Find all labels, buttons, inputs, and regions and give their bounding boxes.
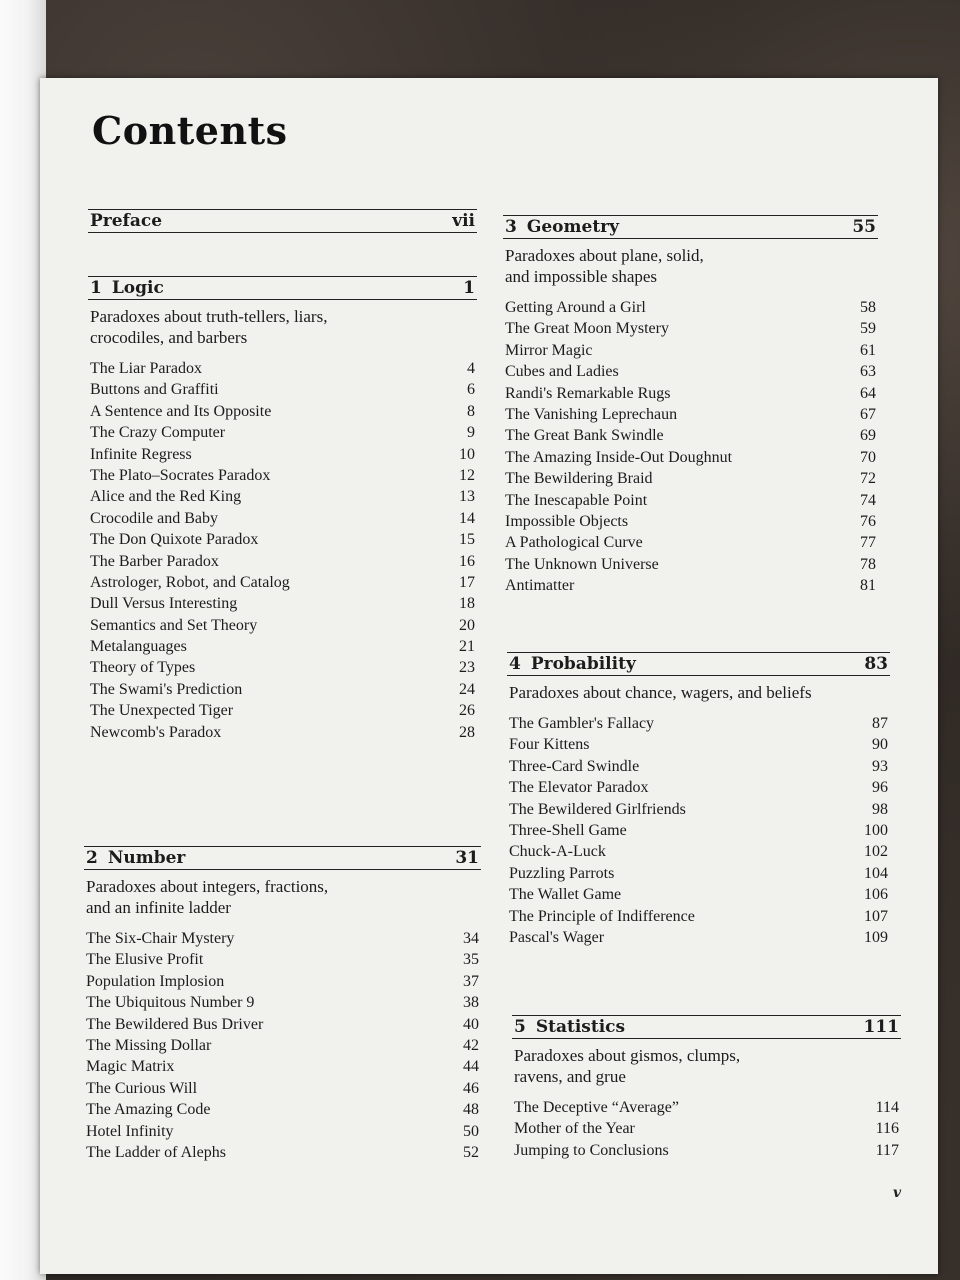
toc-entry[interactable] bbox=[88, 379, 477, 400]
entry-title: The Deceptive “Average” bbox=[514, 1099, 679, 1116]
description-line: Paradoxes about plane, solid, bbox=[505, 246, 704, 265]
toc-entry[interactable] bbox=[512, 1118, 901, 1139]
toc-entry[interactable] bbox=[88, 401, 477, 422]
entry-title: Puzzling Parrots bbox=[509, 864, 615, 882]
entry-title: The Ubiquitous Number 9 bbox=[86, 994, 255, 1012]
entry-page: 12 bbox=[459, 466, 475, 484]
toc-entry[interactable] bbox=[503, 361, 878, 382]
chapter-number: 3 bbox=[505, 217, 517, 237]
entry-title: Semantics and Set Theory bbox=[90, 616, 258, 634]
toc-entry[interactable] bbox=[88, 358, 477, 379]
entry-page: 38 bbox=[463, 994, 479, 1012]
toc-entry[interactable] bbox=[512, 1140, 901, 1161]
entry-title: The Unexpected Tiger bbox=[90, 702, 234, 720]
entry-title: The Great Moon Mystery bbox=[505, 320, 669, 338]
preface-page: vii bbox=[452, 211, 475, 231]
entry-title: Hotel Infinity bbox=[86, 1122, 174, 1140]
entry-page: 34 bbox=[463, 930, 479, 947]
chapter-logic bbox=[88, 276, 477, 743]
description-line: Paradoxes about gismos, clumps, bbox=[514, 1046, 741, 1065]
entry-page: 64 bbox=[860, 384, 876, 402]
entry-title: Dull Versus Interesting bbox=[90, 595, 238, 613]
toc-entry[interactable] bbox=[507, 756, 890, 777]
toc-entry[interactable] bbox=[507, 820, 890, 841]
entry-title: Four Kittens bbox=[509, 736, 590, 754]
toc-entry[interactable] bbox=[503, 340, 878, 361]
toc-entry[interactable] bbox=[88, 700, 477, 721]
entry-page: 63 bbox=[860, 363, 876, 381]
page-folio: v bbox=[893, 1185, 902, 1201]
entry-list bbox=[512, 1097, 901, 1161]
entry-list bbox=[88, 358, 477, 743]
entry-page: 20 bbox=[459, 616, 475, 634]
chapter-page: 31 bbox=[455, 848, 479, 868]
entry-page: 87 bbox=[872, 715, 888, 732]
entry-title: The Ladder of Alephs bbox=[86, 1143, 226, 1161]
toc-entry[interactable] bbox=[503, 511, 878, 532]
preface-label: Preface bbox=[90, 211, 163, 231]
entry-page: 76 bbox=[860, 512, 876, 530]
description-line: and an infinite ladder bbox=[86, 898, 231, 917]
entry-list bbox=[503, 297, 878, 596]
entry-title: Three-Card Swindle bbox=[509, 757, 640, 775]
entry-title: The Elusive Profit bbox=[86, 951, 204, 969]
chapter-name: Number bbox=[107, 848, 186, 868]
entry-title: Antimatter bbox=[505, 577, 575, 595]
entry-page: 114 bbox=[875, 1099, 899, 1116]
toc-entry[interactable] bbox=[503, 468, 878, 489]
entry-page: 90 bbox=[872, 736, 888, 754]
entry-title: The Bewildered Bus Driver bbox=[86, 1015, 264, 1033]
toc-entry[interactable] bbox=[84, 971, 481, 992]
entry-page: 16 bbox=[459, 552, 475, 570]
entry-page: 61 bbox=[860, 341, 876, 359]
toc-entry[interactable] bbox=[84, 928, 481, 949]
toc-entry[interactable] bbox=[503, 575, 878, 596]
toc-entry[interactable] bbox=[84, 1099, 481, 1120]
entry-title: The Six-Chair Mystery bbox=[86, 930, 235, 947]
entry-page: 117 bbox=[875, 1141, 899, 1159]
entry-title: Randi's Remarkable Rugs bbox=[505, 384, 671, 402]
entry-title: The Barber Paradox bbox=[90, 552, 219, 570]
chapter-header[interactable] bbox=[84, 846, 481, 870]
entry-title: The Wallet Game bbox=[509, 886, 622, 904]
entry-title: A Sentence and Its Opposite bbox=[90, 402, 272, 420]
toc-entry[interactable] bbox=[84, 1142, 481, 1163]
entry-title: The Principle of Indifference bbox=[509, 907, 695, 925]
entry-page: 109 bbox=[864, 928, 888, 946]
entry-page: 74 bbox=[860, 491, 876, 509]
chapter-statistics bbox=[512, 1015, 901, 1161]
entry-page: 48 bbox=[463, 1101, 479, 1119]
chapter-geometry bbox=[503, 215, 878, 596]
toc-entry[interactable] bbox=[507, 863, 890, 884]
entry-page: 21 bbox=[459, 638, 475, 656]
entry-page: 102 bbox=[864, 843, 888, 861]
entry-page: 81 bbox=[860, 577, 876, 595]
toc-entry[interactable] bbox=[503, 318, 878, 339]
entry-page: 116 bbox=[875, 1120, 899, 1138]
entry-page: 9 bbox=[467, 424, 475, 442]
entry-title: The Inescapable Point bbox=[505, 491, 648, 509]
chapter-description bbox=[88, 306, 477, 348]
description-line: Paradoxes about integers, fractions, bbox=[86, 877, 329, 896]
toc-entry[interactable] bbox=[503, 490, 878, 511]
entry-page: 100 bbox=[864, 821, 888, 839]
toc-entry[interactable] bbox=[88, 615, 477, 636]
toc-entry[interactable] bbox=[507, 841, 890, 862]
entry-page: 6 bbox=[467, 381, 475, 399]
description-line: crocodiles, and barbers bbox=[90, 328, 248, 347]
entry-page: 18 bbox=[459, 595, 475, 613]
toc-entry[interactable] bbox=[88, 636, 477, 657]
entry-title: The Bewildering Braid bbox=[505, 470, 653, 488]
chapter-number-section bbox=[84, 846, 481, 1163]
entry-title: Chuck-A-Luck bbox=[509, 843, 606, 861]
entry-page: 24 bbox=[459, 680, 475, 698]
toc-entry[interactable] bbox=[507, 777, 890, 798]
toc-entry[interactable] bbox=[88, 679, 477, 700]
toc-entry[interactable] bbox=[88, 529, 477, 550]
entry-page: 78 bbox=[860, 555, 876, 573]
entry-page: 10 bbox=[459, 445, 475, 463]
entry-page: 44 bbox=[463, 1058, 479, 1076]
chapter-number: 4 bbox=[509, 654, 521, 674]
entry-title: The Vanishing Leprechaun bbox=[505, 405, 678, 423]
toc-entry[interactable] bbox=[512, 1097, 901, 1118]
chapter-description bbox=[503, 245, 878, 287]
entry-page: 72 bbox=[860, 470, 876, 488]
toc-entry[interactable] bbox=[503, 425, 878, 446]
chapter-description bbox=[512, 1045, 901, 1087]
chapter-probability bbox=[507, 652, 890, 948]
chapter-number: 5 bbox=[514, 1017, 526, 1037]
entry-title: Crocodile and Baby bbox=[90, 509, 218, 527]
toc-entry[interactable] bbox=[507, 734, 890, 755]
entry-page: 37 bbox=[463, 972, 479, 990]
entry-title: Newcomb's Paradox bbox=[90, 723, 222, 741]
preface-header[interactable] bbox=[88, 209, 477, 233]
chapter-name: Statistics bbox=[535, 1017, 626, 1037]
toc-entry[interactable] bbox=[84, 992, 481, 1013]
entry-title: Impossible Objects bbox=[505, 512, 629, 530]
entry-page: 104 bbox=[864, 864, 888, 882]
entry-title: Population Implosion bbox=[86, 972, 225, 990]
entry-page: 70 bbox=[860, 448, 876, 466]
entry-page: 15 bbox=[459, 531, 475, 549]
description-line: ravens, and grue bbox=[514, 1067, 626, 1086]
toc-entry[interactable] bbox=[503, 532, 878, 553]
toc-entry[interactable] bbox=[503, 297, 878, 318]
entry-title: The Plato–Socrates Paradox bbox=[90, 466, 271, 484]
toc-entry[interactable] bbox=[88, 422, 477, 443]
entry-page: 96 bbox=[872, 779, 888, 797]
description-line: Paradoxes about chance, wagers, and beliefs bbox=[509, 683, 812, 702]
toc-entry[interactable] bbox=[88, 593, 477, 614]
entry-title: The Crazy Computer bbox=[90, 424, 226, 442]
entry-page: 35 bbox=[463, 951, 479, 969]
entry-title: Metalanguages bbox=[90, 638, 187, 656]
toc-entry[interactable] bbox=[88, 572, 477, 593]
chapter-name: Probability bbox=[530, 654, 636, 674]
entry-page: 93 bbox=[872, 757, 888, 775]
entry-page: 23 bbox=[459, 659, 475, 677]
entry-title: The Amazing Inside-Out Doughnut bbox=[505, 448, 733, 466]
entry-page: 26 bbox=[459, 702, 475, 720]
toc-entry[interactable] bbox=[503, 383, 878, 404]
entry-title: The Unknown Universe bbox=[505, 555, 659, 573]
description-line: and impossible shapes bbox=[505, 267, 658, 286]
toc-entry[interactable] bbox=[84, 1078, 481, 1099]
toc-entry[interactable] bbox=[88, 657, 477, 678]
toc-entry[interactable] bbox=[88, 722, 477, 743]
entry-title: Cubes and Ladies bbox=[505, 363, 619, 381]
entry-title: Getting Around a Girl bbox=[505, 299, 646, 316]
entry-title: Astrologer, Robot, and Catalog bbox=[90, 573, 290, 591]
chapter-number: 1 bbox=[90, 278, 102, 298]
entry-page: 40 bbox=[463, 1015, 479, 1033]
entry-page: 107 bbox=[864, 907, 888, 925]
toc-entry[interactable] bbox=[84, 1121, 481, 1142]
entry-title: The Don Quixote Paradox bbox=[90, 531, 259, 549]
chapter-page: 55 bbox=[852, 217, 876, 237]
entry-page: 46 bbox=[463, 1079, 479, 1097]
entry-title: The Liar Paradox bbox=[90, 360, 202, 377]
toc-entry[interactable] bbox=[507, 906, 890, 927]
entry-title: The Swami's Prediction bbox=[90, 680, 243, 698]
chapter-header[interactable] bbox=[88, 276, 477, 300]
entry-list bbox=[84, 928, 481, 1163]
entry-page: 67 bbox=[860, 405, 876, 423]
entry-title: Buttons and Graffiti bbox=[90, 381, 219, 399]
entry-page: 106 bbox=[864, 886, 888, 904]
chapter-page: 111 bbox=[863, 1017, 899, 1037]
toc-entry[interactable] bbox=[84, 1056, 481, 1077]
toc-entry[interactable] bbox=[84, 1035, 481, 1056]
entry-page: 77 bbox=[860, 534, 876, 552]
chapter-description bbox=[507, 682, 890, 703]
entry-page: 42 bbox=[463, 1036, 479, 1054]
toc-entry[interactable] bbox=[507, 927, 890, 948]
toc-entry[interactable] bbox=[88, 465, 477, 486]
toc-entry[interactable] bbox=[507, 884, 890, 905]
entry-title: Pascal's Wager bbox=[509, 928, 605, 946]
toc-entry[interactable] bbox=[88, 444, 477, 465]
entry-title: The Elevator Paradox bbox=[509, 779, 649, 797]
toc-entry[interactable] bbox=[503, 554, 878, 575]
entry-page: 52 bbox=[463, 1143, 479, 1161]
entry-page: 59 bbox=[860, 320, 876, 338]
entry-page: 69 bbox=[860, 427, 876, 445]
entry-title: Theory of Types bbox=[90, 659, 196, 677]
toc-entry[interactable] bbox=[84, 1014, 481, 1035]
entry-title: The Curious Will bbox=[86, 1079, 198, 1097]
toc-entry[interactable] bbox=[88, 551, 477, 572]
entry-title: Infinite Regress bbox=[90, 445, 192, 463]
toc-entry[interactable] bbox=[503, 447, 878, 468]
entry-page: 17 bbox=[459, 573, 475, 591]
page-title: Contents bbox=[92, 108, 288, 153]
toc-entry[interactable] bbox=[84, 949, 481, 970]
preface-section bbox=[88, 209, 477, 233]
chapter-header[interactable] bbox=[507, 652, 890, 676]
entry-list bbox=[507, 713, 890, 948]
entry-page: 50 bbox=[463, 1122, 479, 1140]
entry-title: The Bewildered Girlfriends bbox=[509, 800, 686, 818]
chapter-header[interactable] bbox=[503, 215, 878, 239]
entry-page: 8 bbox=[467, 402, 475, 420]
chapter-name: Logic bbox=[111, 278, 164, 298]
entry-title: The Amazing Code bbox=[86, 1101, 211, 1119]
entry-page: 14 bbox=[459, 509, 475, 527]
entry-title: The Missing Dollar bbox=[86, 1036, 212, 1054]
entry-title: The Gambler's Fallacy bbox=[509, 715, 655, 732]
chapter-name: Geometry bbox=[526, 217, 620, 237]
chapter-number: 2 bbox=[86, 848, 98, 868]
description-line: Paradoxes about truth-tellers, liars, bbox=[90, 307, 328, 326]
chapter-page: 1 bbox=[463, 278, 475, 298]
toc-entry[interactable] bbox=[507, 799, 890, 820]
entry-page: 58 bbox=[860, 299, 876, 316]
chapter-header[interactable] bbox=[512, 1015, 901, 1039]
toc-entry[interactable] bbox=[507, 713, 890, 734]
entry-title: Jumping to Conclusions bbox=[514, 1141, 669, 1159]
toc-entry[interactable] bbox=[88, 508, 477, 529]
toc-entry[interactable] bbox=[503, 404, 878, 425]
chapter-description bbox=[84, 876, 481, 918]
entry-title: The Great Bank Swindle bbox=[505, 427, 664, 445]
entry-page: 4 bbox=[467, 360, 475, 377]
entry-page: 28 bbox=[459, 723, 475, 741]
toc-entry[interactable] bbox=[88, 486, 477, 507]
entry-title: Mother of the Year bbox=[514, 1120, 635, 1138]
chapter-page: 83 bbox=[864, 654, 888, 674]
entry-page: 13 bbox=[459, 488, 475, 506]
entry-page: 98 bbox=[872, 800, 888, 818]
entry-title: Magic Matrix bbox=[86, 1058, 175, 1076]
entry-title: Three-Shell Game bbox=[509, 821, 627, 839]
entry-title: A Pathological Curve bbox=[505, 534, 643, 552]
entry-title: Mirror Magic bbox=[505, 341, 593, 359]
entry-title: Alice and the Red King bbox=[90, 488, 242, 506]
